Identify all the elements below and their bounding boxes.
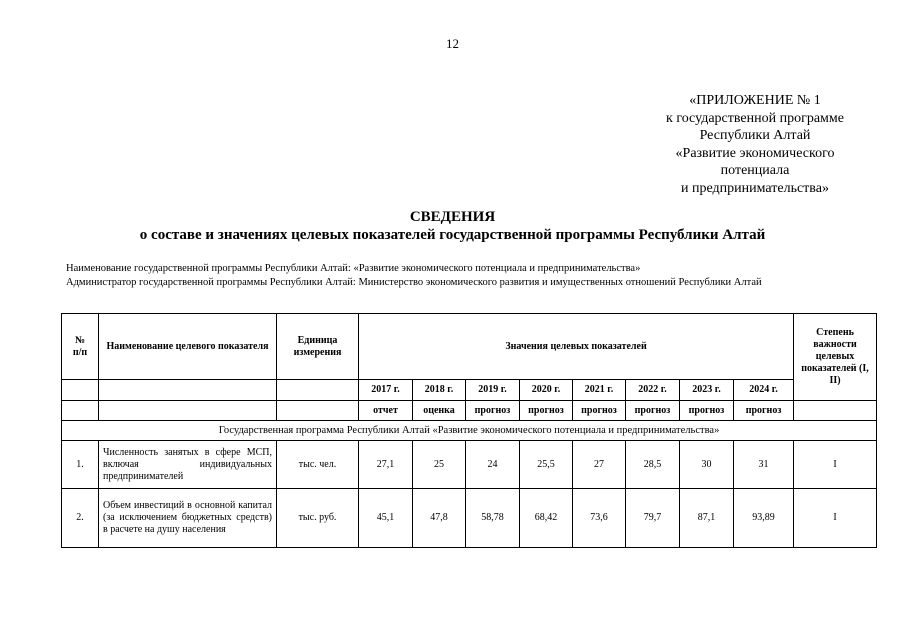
value-cell: 87,1 (680, 489, 734, 548)
year-cell: 2023 г. (680, 380, 734, 401)
kind-cell: прогноз (520, 401, 573, 421)
value-cell: 27 (573, 441, 626, 489)
appendix-line: и предпринимательства» (681, 180, 829, 196)
value-cell: 58,78 (466, 489, 520, 548)
row-number: 1. (62, 441, 99, 489)
table-years-row (62, 380, 877, 401)
empty-cell (794, 401, 877, 421)
kind-cell: прогноз (626, 401, 680, 421)
header-values: Значения целевых показателей (359, 314, 794, 380)
row-number: 2. (62, 489, 99, 548)
title-line-1: СВЕДЕНИЯ (409, 209, 496, 225)
value-cell: 45,1 (359, 489, 413, 548)
section-row (62, 421, 877, 441)
year-cell: 2021 г. (573, 380, 626, 401)
table-kind-row (62, 401, 877, 421)
value-cell: 24 (466, 441, 520, 489)
value-cell: 93,89 (734, 489, 794, 548)
year-cell: 2018 г. (413, 380, 466, 401)
value-cell: 68,42 (520, 489, 573, 548)
value-cell: 25,5 (520, 441, 573, 489)
header-num: № п/п (62, 314, 99, 380)
header-unit: Единица измерения (277, 314, 359, 380)
importance-cell: I (794, 489, 877, 548)
indicator-name: Численность занятых в сфере МСП, включая индивидуальных предпринимателей (99, 441, 277, 489)
value-cell: 28,5 (626, 441, 680, 489)
kind-cell: прогноз (573, 401, 626, 421)
program-administrator: Администратор государственной программы Республики Алтай: Министерство экономического развития и имущественных отношений Республики Алтай (66, 276, 762, 288)
kind-cell: прогноз (466, 401, 520, 421)
value-cell: 25 (413, 441, 466, 489)
value-cell: 79,7 (626, 489, 680, 548)
indicators-table (61, 313, 877, 548)
appendix-line: Республики Алтай (699, 128, 811, 143)
year-cell: 2022 г. (626, 380, 680, 401)
table-header-row (62, 314, 877, 380)
page-number: 12 (446, 36, 459, 51)
value-cell: 30 (680, 441, 734, 489)
indicator-unit: тыс. руб. (277, 489, 359, 548)
appendix-line: «ПРИЛОЖЕНИЕ № 1 (689, 93, 821, 108)
empty-cell (277, 380, 359, 401)
year-cell: 2017 г. (359, 380, 413, 401)
appendix-block (640, 92, 870, 197)
kind-cell: прогноз (734, 401, 794, 421)
empty-cell (62, 380, 99, 401)
kind-cell: отчет (359, 401, 413, 421)
year-cell: 2019 г. (466, 380, 520, 401)
value-cell: 47,8 (413, 489, 466, 548)
kind-cell: прогноз (680, 401, 734, 421)
kind-cell: оценка (413, 401, 466, 421)
indicator-name: Объем инвестиций в основной капитал (за исключением бюджетных средств) в расчете на душу населения (99, 489, 277, 548)
table-row (62, 441, 877, 489)
header-importance: Степень важности целевых показателей (I, II) (794, 314, 877, 401)
program-meta (66, 262, 762, 289)
title-line-2: о составе и значениях целевых показателей государственной программы Республики Алтай (139, 227, 766, 243)
value-cell: 27,1 (359, 441, 413, 489)
appendix-line: к государственной программе (666, 110, 844, 126)
section-title: Государственная программа Республики Алтай «Развитие экономического потенциала и предпринимательства» (62, 421, 877, 441)
empty-cell (99, 380, 277, 401)
year-cell: 2024 г. (734, 380, 794, 401)
empty-cell (62, 401, 99, 421)
year-cell: 2020 г. (520, 380, 573, 401)
importance-cell: I (794, 441, 877, 489)
header-name: Наименование целевого показателя (99, 314, 277, 380)
table-row (62, 489, 877, 548)
program-name: Наименование государственной программы Республики Алтай: «Развитие экономического потенциала и предпринимательства» (66, 263, 641, 274)
value-cell: 31 (734, 441, 794, 489)
indicator-unit: тыс. чел. (277, 441, 359, 489)
document-title (0, 208, 905, 244)
value-cell: 73,6 (573, 489, 626, 548)
empty-cell (99, 401, 277, 421)
appendix-line: «Развитие экономического (675, 145, 835, 161)
appendix-line: потенциала (720, 163, 790, 178)
empty-cell (277, 401, 359, 421)
